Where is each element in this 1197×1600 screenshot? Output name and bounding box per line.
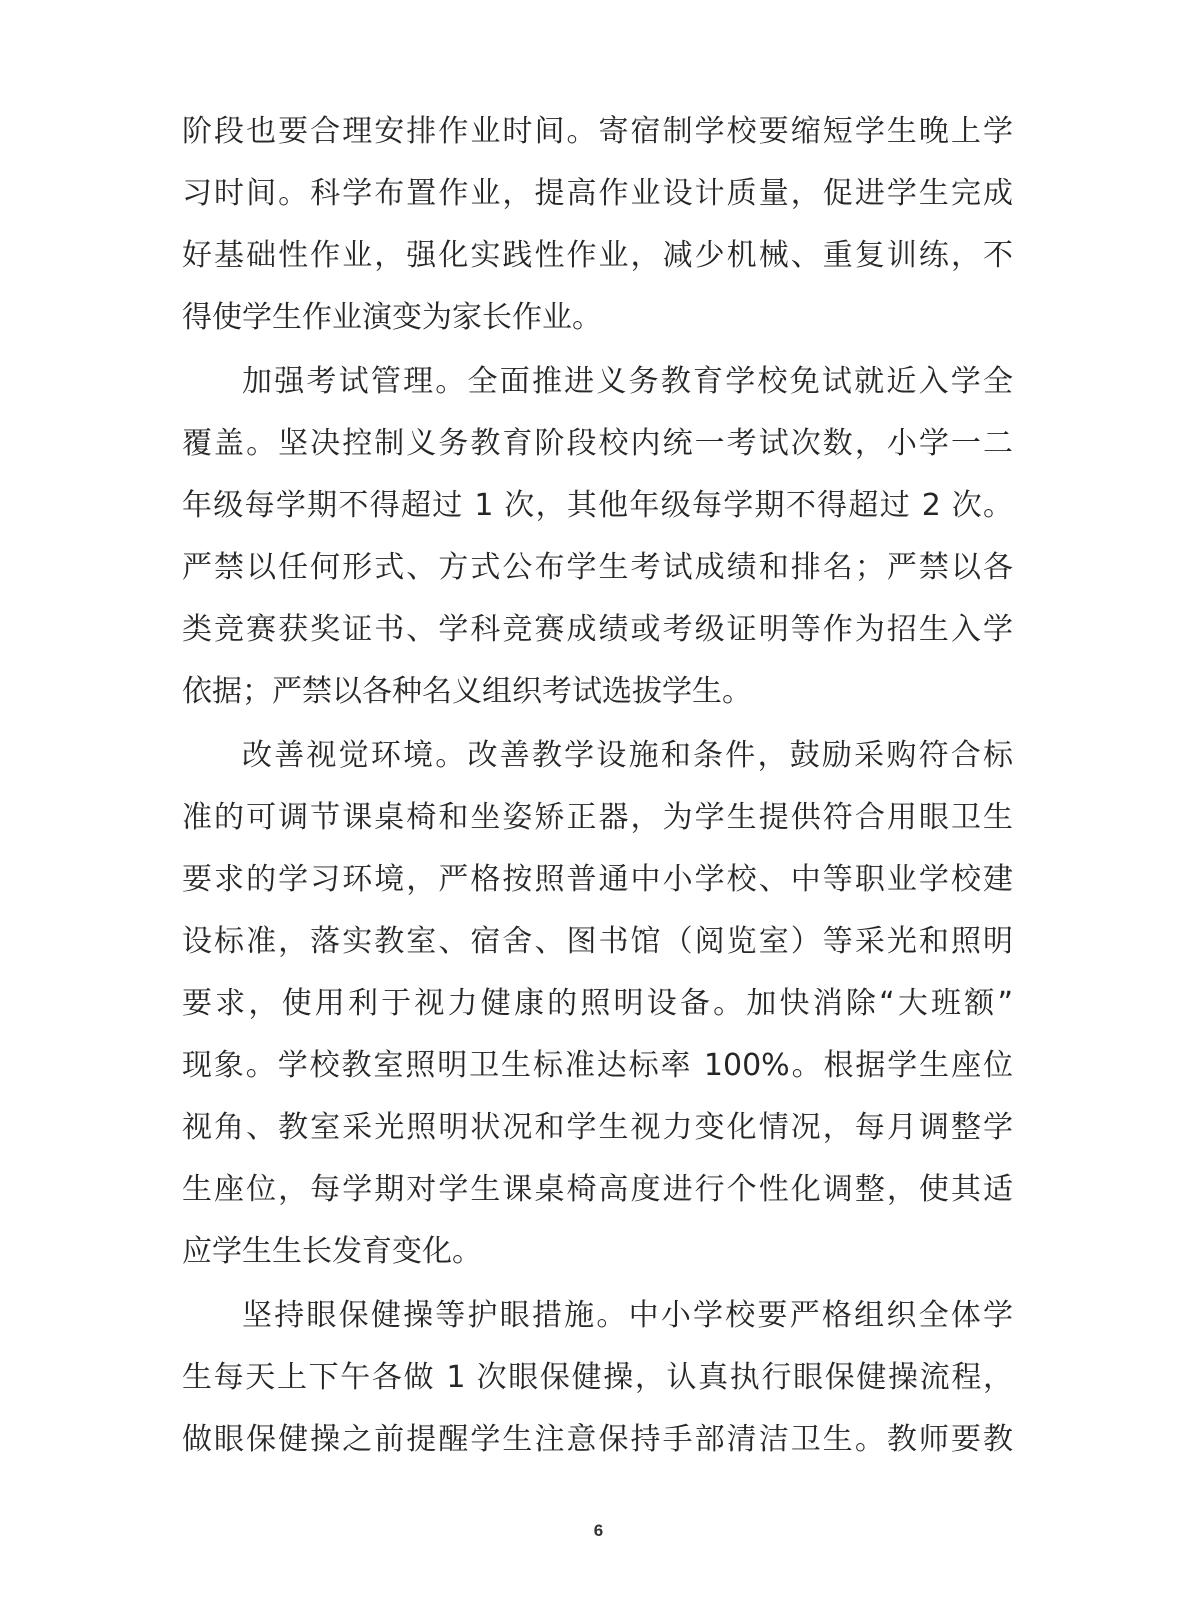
- paragraph-3-line-3: 要求的学习环境，严格按照普通中小学校、中等职业学校建: [182, 862, 1013, 897]
- paragraph-2-line-5: 类竞赛获奖证书、学科竞赛成绩或考级证明等作为招生入学: [182, 612, 1013, 647]
- paragraph-3-line-8: 生座位，每学期对学生课桌椅高度进行个性化调整，使其适: [182, 1172, 1013, 1207]
- paragraph-2-line-3: 年级每学期不得超过 1 次，其他年级每学期不得超过 2 次。: [182, 488, 1013, 523]
- paragraph-3-line-4: 设标准，落实教室、宿舍、图书馆（阅览室）等采光和照明: [182, 924, 1013, 959]
- page-number: 6: [593, 1521, 604, 1540]
- paragraph-1-line-4: 得使学生作业演变为家长作业。: [182, 300, 602, 335]
- paragraph-3-line-5: 要求，使用利于视力健康的照明设备。加快消除“大班额”: [182, 986, 1013, 1021]
- paragraph-3-line-9: 应学生生长发育变化。: [182, 1234, 482, 1269]
- paragraph-3-line-2: 准的可调节课桌椅和坐姿矫正器，为学生提供符合用眼卫生: [182, 800, 1013, 835]
- paragraph-3-line-1: 改善视觉环境。改善教学设施和条件，鼓励采购符合标: [242, 738, 1013, 773]
- paragraph-4-line-2: 生每天上下午各做 1 次眼保健操，认真执行眼保健操流程，: [182, 1360, 1013, 1395]
- paragraph-3-line-7: 视角、教室采光照明状况和学生视力变化情况，每月调整学: [182, 1110, 1013, 1145]
- paragraph-1-line-2: 习时间。科学布置作业，提高作业设计质量，促进学生完成: [182, 176, 1013, 211]
- paragraph-1-line-1: 阶段也要合理安排作业时间。寄宿制学校要缩短学生晚上学: [182, 114, 1013, 149]
- paragraph-4-line-3: 做眼保健操之前提醒学生注意保持手部清洁卫生。教师要教: [182, 1422, 1013, 1457]
- paragraph-1-line-3: 好基础性作业，强化实践性作业，减少机械、重复训练，不: [182, 238, 1013, 273]
- paragraph-2-line-6: 依据；严禁以各种名义组织考试选拔学生。: [182, 674, 752, 709]
- paragraph-2-line-1: 加强考试管理。全面推进义务教育学校免试就近入学全: [242, 364, 1013, 399]
- paragraph-2-line-4: 严禁以任何形式、方式公布学生考试成绩和排名；严禁以各: [182, 550, 1013, 585]
- paragraph-2-line-2: 覆盖。坚决控制义务教育阶段校内统一考试次数，小学一二: [182, 426, 1013, 461]
- paragraph-3-line-6: 现象。学校教室照明卫生标准达标率 100%。根据学生座位: [182, 1048, 1013, 1083]
- paragraph-4-line-1: 坚持眼保健操等护眼措施。中小学校要严格组织全体学: [242, 1298, 1013, 1333]
